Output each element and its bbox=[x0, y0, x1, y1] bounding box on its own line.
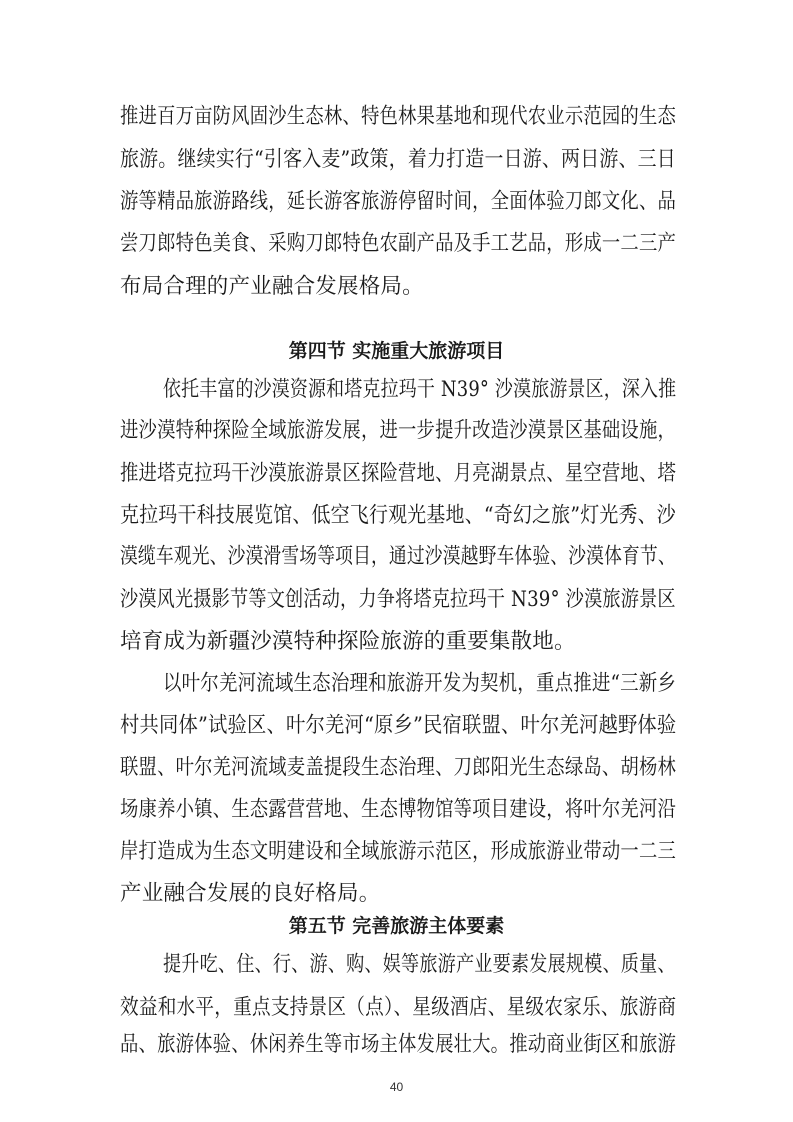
paragraph-line: 克拉玛干科技展览馆、低空飞行观光基地、“奇幻之旅”灯光秀、沙 bbox=[120, 503, 676, 528]
paragraph-line: 以叶尔羌河流域生态治理和旅游开发为契机，重点推进“三新乡 bbox=[163, 671, 677, 696]
paragraph-line: 提升吃、住、行、游、购、娱等旅游产业要素发展规模、质量、 bbox=[163, 952, 676, 977]
page-number: 40 bbox=[389, 1080, 404, 1094]
section-heading: 第五节 完善旅游主体要素 bbox=[288, 915, 505, 937]
paragraph-line: 产业融合发展的良好格局。 bbox=[120, 881, 381, 906]
paragraph-line: 布局合理的产业融合发展格局。 bbox=[120, 274, 424, 299]
paragraph-line: 效益和水平，重点支持景区（点）、星级酒店、星级农家乐、旅游商 bbox=[120, 995, 677, 1020]
paragraph-line: 依托丰富的沙漠资源和塔克拉玛干 N39° 沙漠旅游景区，深入推 bbox=[163, 377, 677, 402]
section-heading: 第四节 实施重大旅游项目 bbox=[288, 340, 505, 362]
paragraph-line: 推进塔克拉玛干沙漠旅游景区探险营地、月亮湖景点、星空营地、塔 bbox=[120, 461, 677, 486]
paragraph-line: 村共同体”试验区、叶尔羌河“原乡”民宿联盟、叶尔羌河越野体验 bbox=[120, 713, 677, 738]
paragraph-line: 岸打造成为生态文明建设和全域旅游示范区，形成旅游业带动一二三 bbox=[120, 839, 677, 864]
paragraph-line: 尝刀郎特色美食、采购刀郎特色农副产品及手工艺品，形成一二三产 bbox=[120, 231, 677, 256]
paragraph-line: 进沙漠特种探险全域旅游发展，进一步提升改造沙漠景区基础设施， bbox=[120, 418, 677, 443]
paragraph-line: 推进百万亩防风固沙生态林、特色林果基地和现代农业示范园的生态 bbox=[120, 104, 677, 129]
paragraph-line: 沙漠风光摄影节等文创活动，力争将塔克拉玛干 N39° 沙漠旅游景区 bbox=[120, 587, 676, 612]
paragraph-line: 培育成为新疆沙漠特种探险旅游的重要集散地。 bbox=[120, 629, 576, 654]
paragraph-line: 游等精品旅游路线，延长游客旅游停留时间，全面体验刀郎文化、品 bbox=[120, 189, 677, 214]
paragraph-line: 品、旅游体验、休闲养生等市场主体发展壮大。推动商业街区和旅游 bbox=[120, 1032, 677, 1057]
paragraph-line: 旅游。继续实行“引客入麦”政策，着力打造一日游、两日游、三日 bbox=[120, 147, 676, 172]
paragraph-line: 漠缆车观光、沙漠滑雪场等项目，通过沙漠越野车体验、沙漠体育节、 bbox=[120, 544, 676, 569]
paragraph-line: 联盟、叶尔羌河流域麦盖提段生态治理、刀郎阳光生态绿岛、胡杨林 bbox=[120, 755, 677, 780]
paragraph-line: 场康养小镇、生态露营营地、生态博物馆等项目建设，将叶尔羌河沿 bbox=[120, 797, 677, 822]
